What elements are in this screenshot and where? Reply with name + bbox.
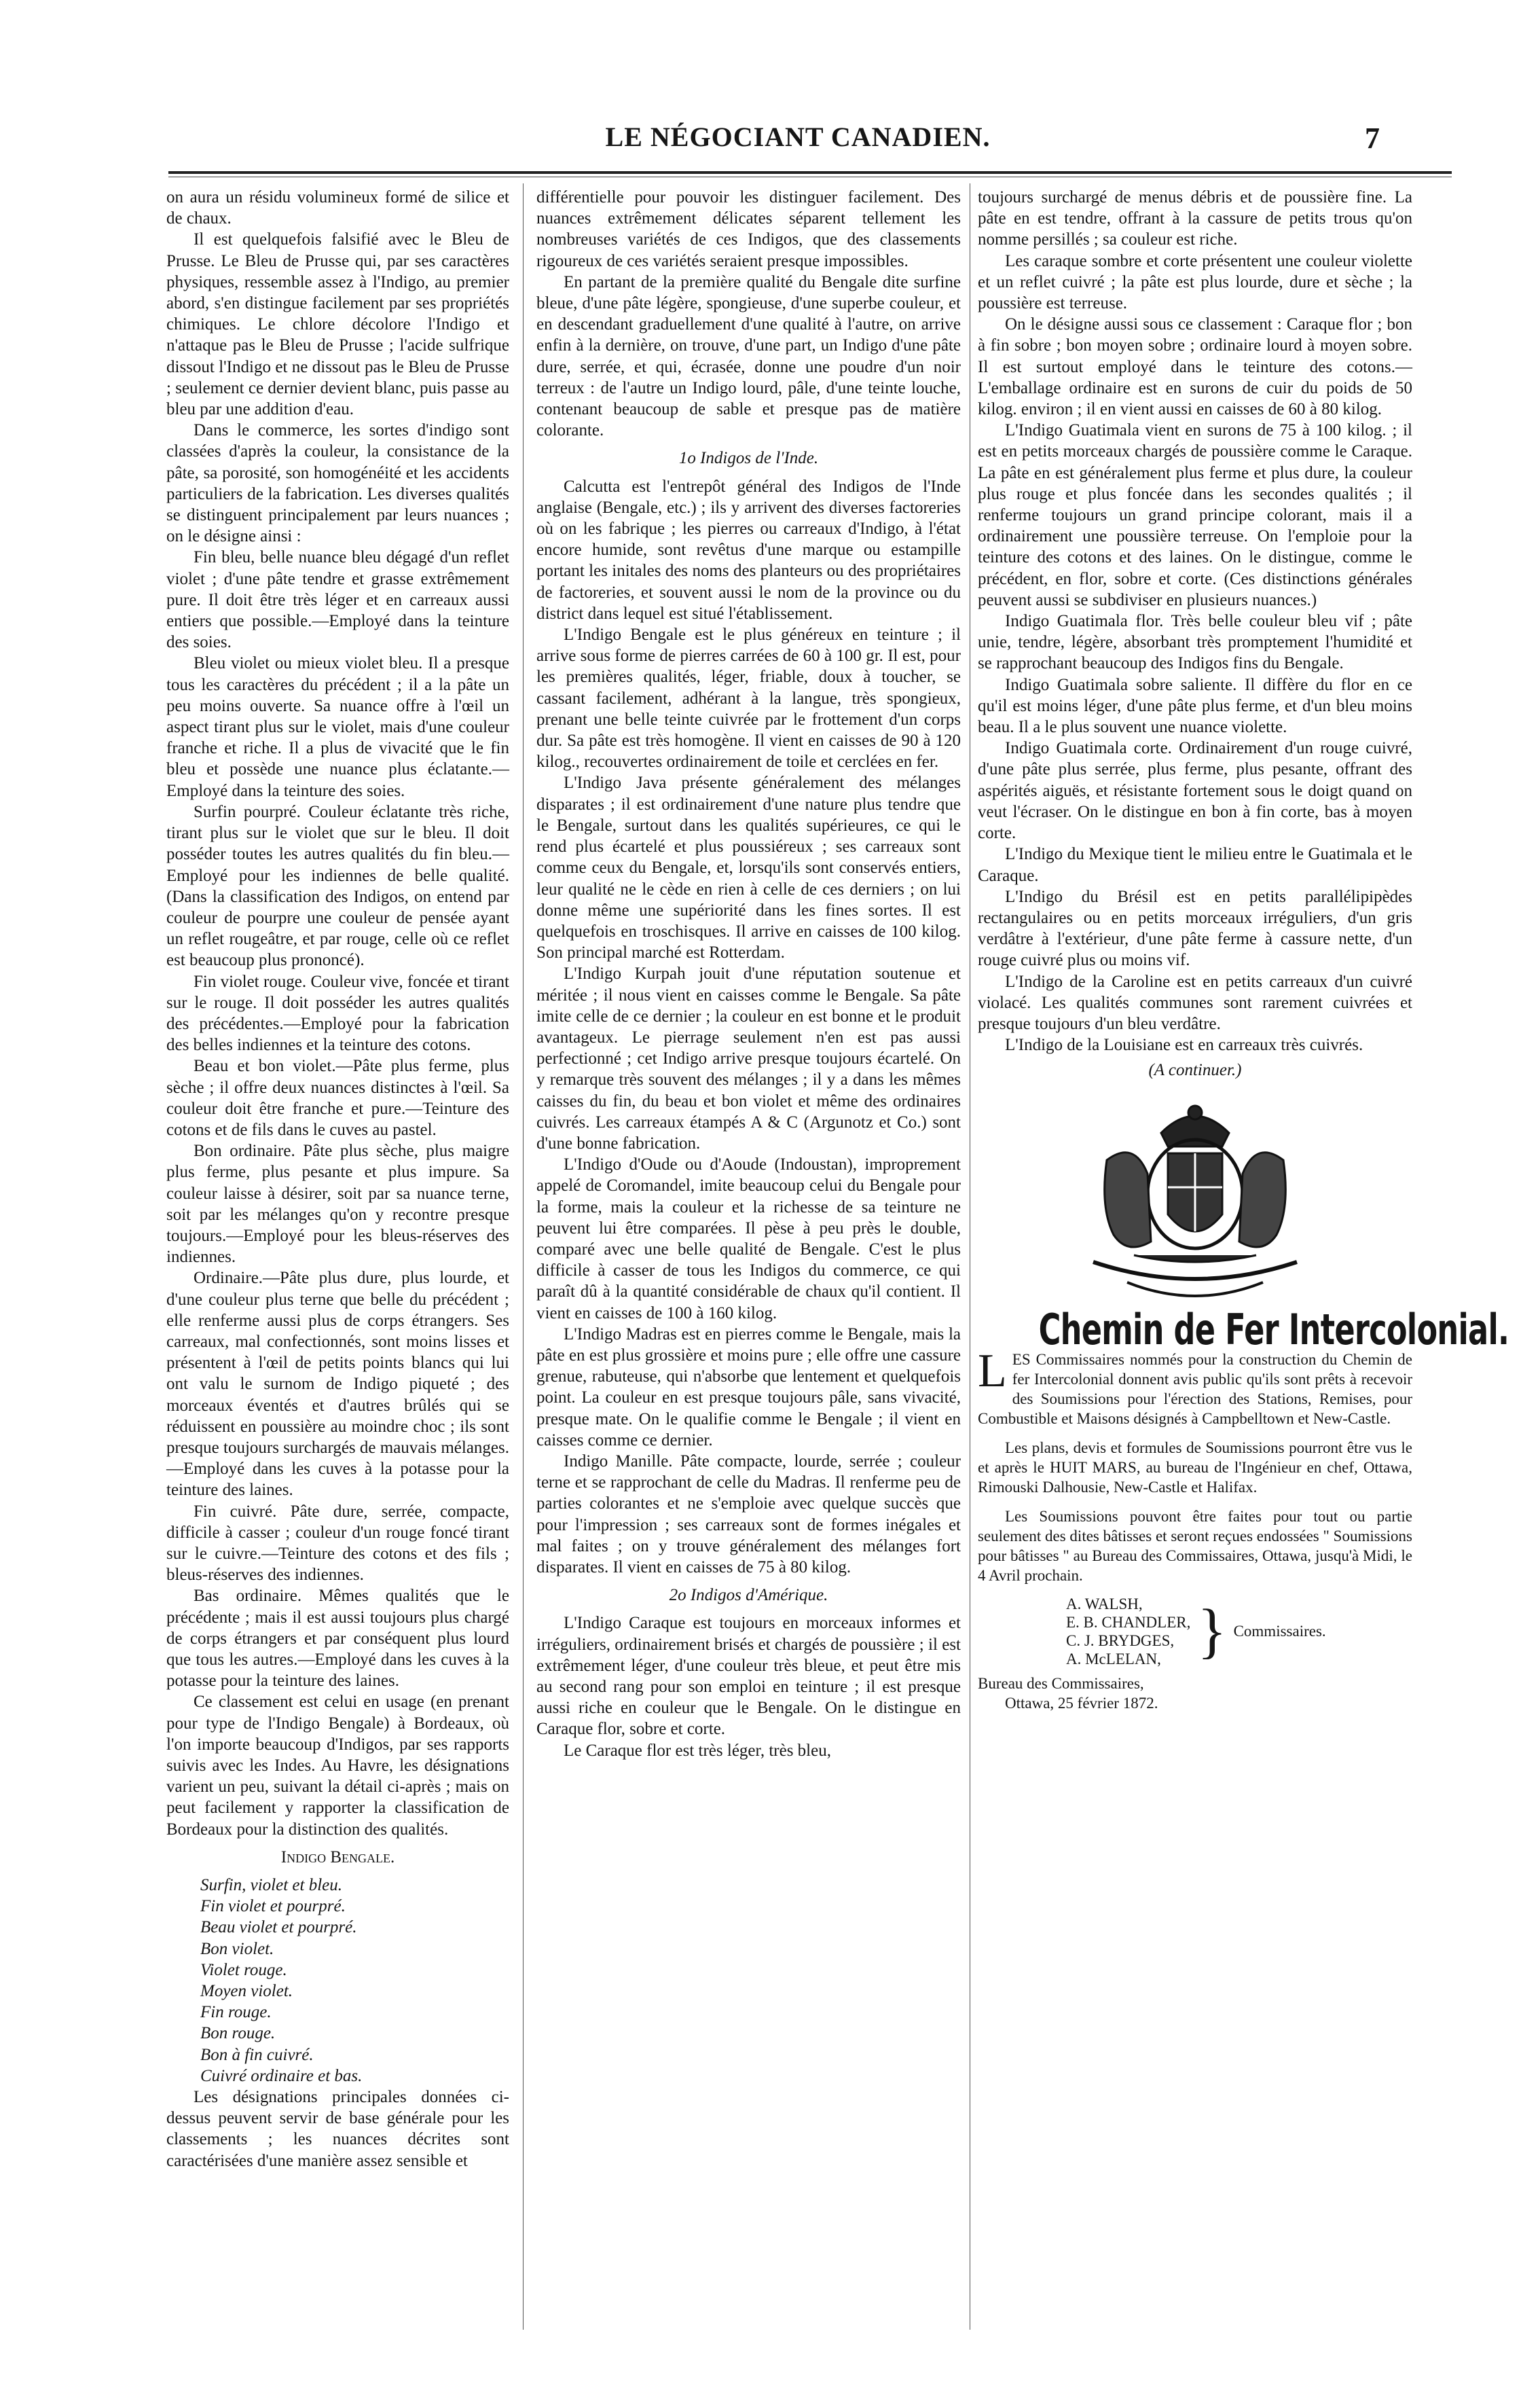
paragraph: L'Indigo de la Louisiane est en carreaux très cuivrés. xyxy=(1005,1036,1363,1055)
column-divider xyxy=(523,183,524,2330)
royal-coat-of-arms-icon xyxy=(1032,1085,1358,1316)
brace: } xyxy=(1197,1597,1227,1665)
paragraph: L'Indigo du Brésil est en petits parallélipipèdes rectangulaires ou en petits morceaux irréguliers, d'un gris verdâtre à l'extérieur, d'une pâte ferme à cassure nette, d'un rouge cuivré plus ou moins vif. xyxy=(978,887,1412,970)
list-item: Moyen violet. xyxy=(200,1982,293,2001)
paragraph: Ce classement est celui en usage (en prenant pour type de l'Indigo Bengale) à Bordeaux, où l'on importe beaucoup d'Indigos, par ses rapports suivis avec les Indes. Au Havre, les désignations varient un peu, suivant la détail ci-après ; mais on peut facilement y rapporter la classification de Bordeaux pour la distinction des qualités. xyxy=(166,1693,509,1839)
paragraph: différentielle pour pouvoir les distinguer facilement. Des nuances extrêmement délicates séparent tellement les nombreuses variétés de ces Indigos, que des classements rigoureux de ces variétés seraient presque impossibles. xyxy=(536,188,961,270)
page-number: 7 xyxy=(1365,122,1380,155)
signatory: A. WALSH, xyxy=(1066,1595,1143,1612)
signatory: E. B. CHANDLER, xyxy=(1066,1613,1191,1631)
paragraph: Dans le commerce, les sortes d'indigo sont classées d'après la couleur, la consistance de la pâte, sa porosité, son homogénéité et les accidents particuliers de la fabrication. Les diverses qualités se distinguent principalement par leurs nuances ; on le désigne ainsi : xyxy=(166,421,509,546)
list-item: Surfin, violet et bleu. xyxy=(200,1876,342,1895)
list-item: Violet rouge. xyxy=(200,1960,287,1979)
paragraph: Indigo Guatimala sobre saliente. Il diffère du flor en ce qu'il est moins léger, d'une pâte plus ferme, et d'un bleu moins beau. Il a le plus souvent une nuance violette. xyxy=(978,675,1412,737)
paragraph: Fin cuivré. Pâte dure, serrée, compacte, difficile à casser ; couleur d'un rouge foncé tirant sur le cuivre.—Teinture des cotons et des fils ; bleus-réserves des indiennes. xyxy=(166,1502,509,1585)
paragraph: L'Indigo Kurpah jouit d'une réputation soutenue et méritée ; il nous vient en caisses comme le Bengale. Sa pâte imite celle de ce dernier ; la couleur en est bonne et le produit avantageux. Le pierrage seulement n'en est pas aussi perfectionné ; cet Indigo arrive presque toujours écartelé. On y remarque très souvent des mélanges ; il y a dans les mêmes caisses du fin, du beau et bon violet et même des ordinaires cuivrés. Les carreaux étampés A & C (Argunotz et Co.) sont d'une bonne fabrication. xyxy=(536,964,961,1153)
drop-cap: L xyxy=(978,1344,1007,1397)
list-item: Fin violet et pourpré. xyxy=(200,1897,346,1916)
running-head: LE NÉGOCIANT CANADIEN. xyxy=(605,122,991,152)
paragraph: on aura un résidu volumineux formé de silice et de chaux. xyxy=(166,188,509,228)
page-header xyxy=(0,121,1540,162)
paragraph: L'Indigo Caraque est toujours en morceaux informes et irréguliers, ordinairement brisés et chargés de poussière ; il est extrêmement léger, d'une couleur très bleue, et peut être mis au second rang pour son emploi en teinture ; il est presque aussi riche en couleur que le Bengale. On le distingue en Caraque flor, sobre et corte. xyxy=(536,1614,961,1739)
paragraph: L'Indigo Java présente généralement des mélanges disparates ; il est ordinairement d'une nature plus tendre que le Bengale, surtout dans les qualités supérieures, ce qui le rend plus écartelé et plus poussiéreux ; ses carreaux sont comme ceux du Bengale, et, lorsqu'ils sont conservés entiers, leur qualité ne le cède en rien à celle de ces derniers ; on lui donne même une supériorité dans les fines sortes. Il est quelquefois en troschisques. Il arrive en caisses de 100 kilog. Son principal marché est Rotterdam. xyxy=(536,774,961,962)
paragraph: Les caraque sombre et corte présentent une couleur violette et un reflet cuivré ; la pâte est plus lourde, dure et sèche ; la poussière est terreuse. xyxy=(978,251,1412,313)
paragraph: Bon ordinaire. Pâte plus sèche, plus maigre plus ferme, plus pesante et plus impure. Sa couleur laisse à désirer, soit par sa nuance terne, soit par les mélanges qu'on y recontre presque toujours.—Employé pour les bleus-réserves des indiennes. xyxy=(166,1142,509,1267)
paragraph: Surfin pourpré. Couleur éclatante très riche, tirant plus sur le violet que sur le bleu. Il doit posséder toutes les autres qualités du fin bleu.—Employé pour les indiennes de belle qualité. (Dans la classification des Indigos, on entend par couleur de pourpre une couleur de pensée ayant un reflet rougeâtre, et par rouge, celle où ce reflet est beaucoup plus prononcé). xyxy=(166,802,509,970)
signatory: A. McLELAN, xyxy=(1066,1650,1161,1667)
paragraph: Bleu violet ou mieux violet bleu. Il a presque tous les caractères du précédent ; il a la pâte un peu moins ouverte. Sa nuance offre à l'œil un aspect tirant plus sur le violet, mais d'une couleur franche et riche. Il a plus de vivacité que le fin bleu et possède une nuance plus éclatante.—Employé dans la teinture des soies. xyxy=(166,654,509,800)
section-heading: 2o Indigos d'Amérique. xyxy=(669,1586,828,1605)
paragraph: Calcutta est l'entrepôt général des Indigos de l'Inde anglaise (Bengale, etc.) ; ils y arrivent des diverses factoreries où on les fabrique ; les pierres ou carreaux d'Indigo, à l'état encore humide, sont revêtus d'une marque ou estampille portant les initales des noms des planteurs ou des propriétaires de factoreries, et souvent aussi le nom de la province ou du district dans lequel est situé l'établissement. xyxy=(536,477,961,623)
ad-headline: Chemin de Fer Intercolonial. xyxy=(1038,1304,1509,1354)
paragraph: Beau et bon violet.—Pâte plus ferme, plus sèche ; il offre deux nuances distinctes à l'œil. Sa couleur doit être franche et pure.—Teinture des cotons et de fils dans le cuves au pastel. xyxy=(166,1057,509,1139)
column-3 xyxy=(978,187,1509,1713)
continued-note: (A continuer.) xyxy=(1148,1061,1242,1080)
paragraph: L'Indigo de la Caroline est en petits carreaux d'un cuivré violacé. Les qualités communes sont rarement cuivrées et presque toujours d'un bleu verdâtre. xyxy=(978,972,1412,1033)
section-heading: 1o Indigos de l'Inde. xyxy=(678,449,819,468)
paragraph: L'Indigo du Mexique tient le milieu entre le Guatimala et le Caraque. xyxy=(978,845,1412,885)
paragraph: L'Indigo Bengale est le plus généreux en teinture ; il arrive sous forme de pierres carrées de 60 à 100 gr. Il est, pour les premières qualités, léger, friable, doux à toucher, se cassant facilement, adhérant à la langue, très spongieux, prenant une belle teinte cuivrée par le frottement d'un corps dur. Sa pâte est très homogène. Il vient en caisses de 90 à 120 kilog., recouvertes ordinairement de toile et cerclées en fer. xyxy=(536,626,961,772)
list-item: Fin rouge. xyxy=(200,2003,272,2022)
paragraph: L'Indigo d'Oude ou d'Aoude (Indoustan), improprement appelé de Coromandel, imite beaucoup celui du Bengale pour la forme, mais la couleur et la richesse de sa teinture ne peuvent lui être comparées. Il pèse à peu près le double, comparé avec une belle qualité de Bengale. C'est le plus difficile à casser de tous les Indigos du commerce, ce qui paraît dû à la quantité considérable de chaux qu'il contient. Il vient en caisses de 100 à 160 kilog. xyxy=(536,1155,961,1322)
signatory: C. J. BRYDGES, xyxy=(1066,1631,1175,1649)
list-item: Bon violet. xyxy=(200,1939,274,1958)
paragraph: Le Caraque flor est très léger, très bleu, xyxy=(564,1741,831,1760)
paragraph: Indigo Guatimala flor. Très belle couleur bleu vif ; pâte unie, tendre, légère, absorbant très promptement l'humidité et se rapprochant beaucoup des Indigos fins du Bengale. xyxy=(978,612,1412,673)
date-line: Ottawa, 25 février 1872. xyxy=(1005,1694,1158,1712)
paragraph: Il est quelquefois falsifié avec le Bleu de Prusse. Le Bleu de Prusse qui, par ses caractères physiques, ressemble assez à l'Indigo, au premier abord, s'en distingue facilement par ses propriétés chimiques. Le chlore décolore l'Indigo et n'attaque pas le Bleu de Prusse ; l'acide sulfrique dissout l'Indigo et ne dissout pas le Bleu de Prusse ; seulement ce dernier devient blanc, puis passe au bleu par une addition d'eau. xyxy=(166,230,509,419)
paragraph: On le désigne aussi sous ce classement : Caraque flor ; bon à fin sobre ; bon moyen sobre ; ordinaire lourd à moyen sobre. Il est surtout employé dans le teinture des cotons.—L'emballage ordinaire est en surons de cuir du poids de 50 kilog. environ ; il en vient aussi en caisses de 60 à 80 kilog. xyxy=(978,315,1412,419)
paragraph: toujours surchargé de menus débris et de poussière fine. La pâte en est tendre, offrant à la cassure de petits trous qu'on nomme persillés ; sa couleur est riche. xyxy=(978,188,1412,249)
signatories xyxy=(1066,1595,1412,1668)
list-title: Indigo Bengale. xyxy=(280,1847,395,1866)
notice-text: ES Commissaires nommés pour la construction du Chemin de fer Intercolonial donnent avis public qu'ils sont prêts à recevoir des Soumissions pour l'érection des Stations, Remises, pour Combustible et Maisons désignés à Campbelltown et New-Castle. xyxy=(978,1350,1412,1427)
railway-notice xyxy=(978,1344,1412,1585)
notice-text: Les plans, devis et formules de Soumissions pourront être vus le et après le HUIT MARS, au bureau de l'Ingénieur en chef, Ottawa, Rimouski Dalhousie, New-Castle et Halifax. xyxy=(978,1439,1412,1496)
office-line: Bureau des Commissaires, xyxy=(978,1674,1144,1692)
indigo-list xyxy=(166,1875,509,2087)
notice-text: Les Soumissions pouvont être faites pour tout ou partie seulement des dites bâtisses et seront reçues endossées " Soumissions pour bâtisses " au Bureau des Commissaires, Ottawa, jusqu'à Midi, le 4 Avril prochain. xyxy=(978,1507,1412,1584)
paragraph: Indigo Manille. Pâte compacte, lourde, serrée ; couleur terne et se rapprochant de celle du Madras. Il renferme peu de parties colorantes et ne s'emploie avec quelque succès que pour l'impression ; ses carreaux sont de formes inégales et mal faites ; on y trouve généralement des mélanges fort disparates. Il vient en caisses de 75 à 80 kilog. xyxy=(536,1451,961,1576)
column-1 xyxy=(166,187,509,2171)
list-item: Cuivré ordinaire et bas. xyxy=(200,2066,363,2085)
list-item: Beau violet et pourpré. xyxy=(200,1918,357,1937)
paragraph: Ordinaire.—Pâte plus dure, plus lourde, et d'une couleur plus terne que belle du précédent ; elle renferme aussi plus de corps étrangers. Ses carreaux, mal confectionnés, sont moins lisses et présentent à l'œil de petits points blancs qui lui ont valu le surnom de Indigo piqueté ; des morceaux éventés et d'autres brûlés qui se réduissent en poussière au moindre choc ; ils sont presque toujours surchargés de mauvais mélanges.—Employé dans les cuves à la potasse pour la teinture des laines. xyxy=(166,1269,509,1500)
list-item: Bon rouge. xyxy=(200,2024,276,2043)
header-rule xyxy=(168,171,1452,174)
paragraph: Fin violet rouge. Couleur vive, foncée et tirant sur le rouge. Il doit posséder les autres qualités des précédentes.—Employé pour la fabrication des belles indiennes et la teinture des cotons. xyxy=(166,972,509,1055)
column-2 xyxy=(536,187,961,1761)
paragraph: L'Indigo Guatimala vient en surons de 75 à 100 kilog. ; il est en petits morceaux chargés de poussière comme le Caraque. La pâte en est généralement plus ferme et plus dure, la couleur plus rouge et plus foncée dans les secondes qualités ; il renferme toujours un grand principe colorant, mais il a ordinairement une poussière terreuse. On l'emploie pour la teinture des cotons et des laines. On le distingue, comme le précédent, en flor, sobre et corte. (Ces distinctions générales peuvent aussi se subdiviser en plusieurs nuances.) xyxy=(978,421,1412,609)
list-item: Bon à fin cuivré. xyxy=(200,2045,314,2064)
signatory-names xyxy=(1066,1595,1190,1668)
paragraph: En partant de la première qualité du Bengale dite surfine bleue, d'une pâte légère, spongieuse, d'une superbe couleur, et en descendant graduellement d'une qualité à l'autre, on arrive enfin à la dernière, on trouve, d'une part, un Indigo d'une pâte dure, serrée, et qui, écrasée, donne une poudre d'un noir terreux : de l'autre un Indigo lourd, pâle, d'une teinte louche, contenant beaucoup de sable et presque pas de matière colorante. xyxy=(536,272,961,440)
paragraph: Les désignations principales données ci-dessus peuvent servir de base générale pour les classements ; les nuances décrites sont caractérisées d'une manière assez sensible et xyxy=(166,2088,509,2170)
paragraph: Indigo Guatimala corte. Ordinairement d'un rouge cuivré, d'une pâte plus serrée, plus ferme, plus pesante, offrant des aspérités aiguës, et résistante fortement sous le doigt quand on veut l'écraser. On le distingue en bon à fin corte, bas à moyen corte. xyxy=(978,739,1412,843)
paragraph: Fin bleu, belle nuance bleu dégagé d'un reflet violet ; d'une pâte tendre et grasse extrêmement pure. Il doit être très léger et en carreaux aussi entiers que possible.—Employé dans la teinture des soies. xyxy=(166,548,509,652)
paragraph: L'Indigo Madras est en pierres comme le Bengale, mais la pâte en est plus grossière et moins pure ; elle offre une cassure grenue, rabuteuse, qui n'absorbe que lentement et quelquefois point. La couleur en est presque toujours pâle, sans vivacité, presque mate. On le qualifie comme le Bengale ; il vient en caisses comme ce dernier. xyxy=(536,1324,961,1449)
paragraph: Bas ordinaire. Mêmes qualités que le précédente ; mais il est aussi toujours plus chargé de corps étrangers et par conséquent plus lourd que tous les autres.—Employé dans les cuves à la potasse pour la teinture des laines. xyxy=(166,1587,509,1691)
signatory-role: Commissaires. xyxy=(1233,1623,1326,1640)
